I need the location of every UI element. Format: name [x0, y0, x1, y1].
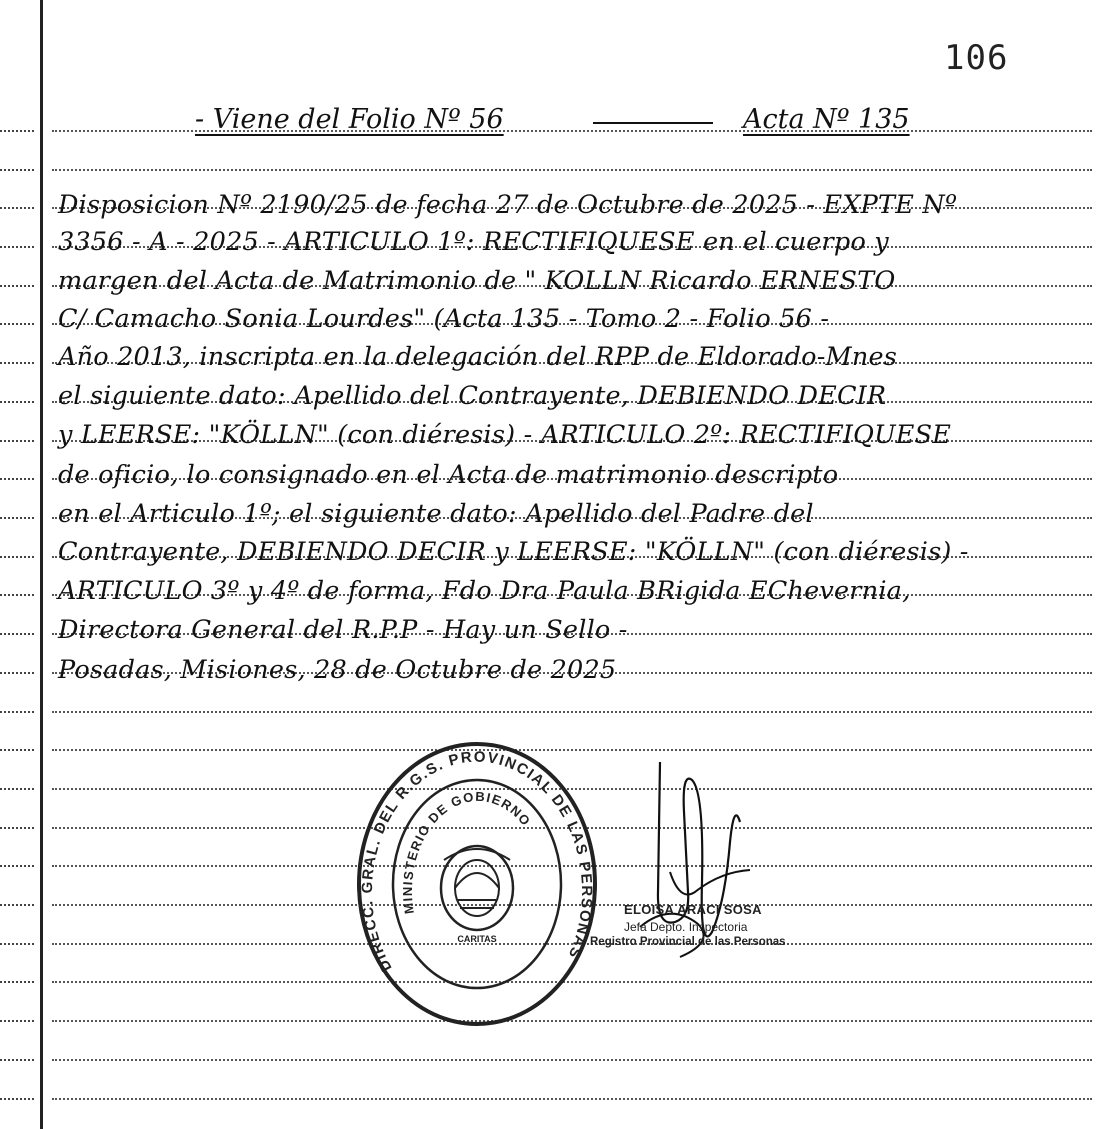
coat-of-arms-icon [441, 846, 513, 930]
margin-dot-line [0, 711, 34, 713]
margin-dot-line [0, 1098, 34, 1100]
margin-dot-line [0, 130, 34, 132]
body-line: 3356 - A - 2025 - ARTICULO 1º: RECTIFIQUESE en el cuerpo y [58, 227, 889, 257]
margin-dot-line [0, 478, 34, 480]
body-line: Directora General del R.P.P - Hay un Sello - [58, 615, 628, 645]
acta-number: Acta Nº 135 [743, 104, 910, 135]
body-line: ARTICULO 3º y 4º de forma, Fdo Dra Paula BRigida EChevernia, [58, 576, 911, 606]
margin-dot-line [0, 323, 34, 325]
seal-inner-text: MINISTERIO DE GOBIERNO [399, 788, 534, 915]
body-line: en el Articulo 1º; el siguiente dato: Apellido del Padre del [58, 499, 814, 529]
folio-number: 106 [944, 38, 1009, 78]
seal-center-text: CARITAS [457, 934, 497, 944]
ruled-line [52, 169, 1092, 171]
margin-dot-line [0, 401, 34, 403]
margin-dot-line [0, 1059, 34, 1061]
margin-dot-line [0, 285, 34, 287]
header-dash [593, 122, 713, 124]
official-seal [352, 738, 602, 1030]
body-line: Disposicion Nº 2190/25 de fecha 27 de Octubre de 2025 - EXPTE Nº [58, 190, 958, 220]
signer-name: ELOISA ARACI SOSA [624, 902, 762, 917]
left-margin-dots [0, 0, 38, 1129]
margin-dot-line [0, 981, 34, 983]
signer-organization: Registro Provincial de las Personas [590, 936, 786, 948]
margin-dot-line [0, 169, 34, 171]
margin-dot-line [0, 517, 34, 519]
margin-dot-line [0, 943, 34, 945]
margin-dot-line [0, 904, 34, 906]
viene-del-folio: - Viene del Folio Nº 56 [195, 104, 504, 135]
seal-outer-text: DIRECC. GRAL. DEL R.G.S. PROVINCIAL DE LAS PERSONAS [358, 748, 596, 975]
header-line [195, 96, 935, 140]
margin-dot-line [0, 672, 34, 674]
margin-dot-line [0, 827, 34, 829]
ruled-line [52, 711, 1092, 713]
margin-dot-line [0, 556, 34, 558]
body-line: C/ Camacho Sonia Lourdes" (Acta 135 - Tomo 2 - Folio 56 - [58, 304, 830, 334]
margin-dot-line [0, 749, 34, 751]
margin-dot-line [0, 246, 34, 248]
body-line: y LEERSE: "KÖLLN" (con diéresis) - ARTICULO 2º: RECTIFIQUESE [58, 420, 952, 450]
body-line: margen del Acta de Matrimonio de " KOLLN Ricardo ERNESTO [58, 266, 896, 296]
margin-rule [40, 0, 43, 1129]
margin-dot-line [0, 362, 34, 364]
body-line: Año 2013, inscripta en la delegación del RPP de Eldorado-Mnes [58, 342, 898, 372]
margin-dot-line [0, 865, 34, 867]
margin-dot-line [0, 633, 34, 635]
signer-title: Jefa Depto. Inspectoria [624, 920, 748, 934]
body-line: Posadas, Misiones, 28 de Octubre de 2025 [58, 655, 617, 685]
margin-dot-line [0, 594, 34, 596]
margin-dot-line [0, 440, 34, 442]
ruled-line [52, 1059, 1092, 1061]
margin-dot-line [0, 207, 34, 209]
margin-dot-line [0, 1020, 34, 1022]
ruled-line [52, 1098, 1092, 1100]
margin-dot-line [0, 788, 34, 790]
body-line: el siguiente dato: Apellido del Contrayente, DEBIENDO DECIR [58, 381, 887, 411]
body-line: de oficio, lo consignado en el Acta de matrimonio descripto [58, 460, 839, 490]
body-line: Contrayente, DEBIENDO DECIR y LEERSE: "KÖLLN" (con diéresis) - [58, 537, 969, 567]
